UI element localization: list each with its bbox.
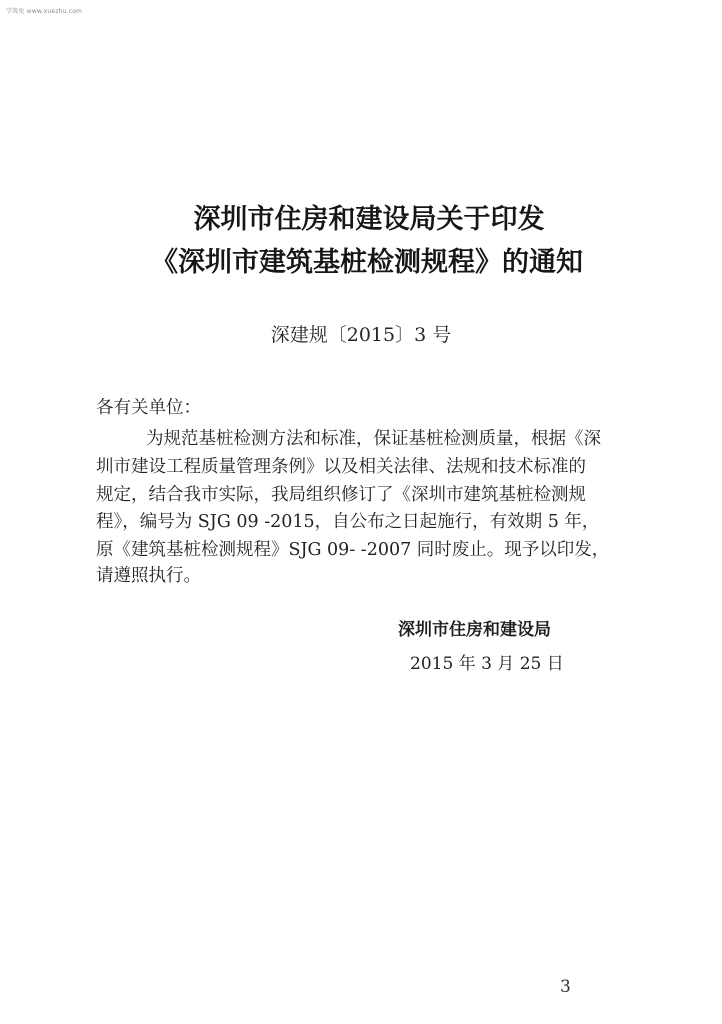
notice-title-line-2: 《深圳市建筑基桩检测规程》的通知 [151, 247, 583, 278]
body-line: 原《建筑基桩检测规程》SJG 09- -2007 同时废止。现予以印发， [96, 540, 610, 560]
body-line: 程》，编号为 SJG 09 -2015，自公布之日起施行，有效期 5 年， [96, 512, 600, 532]
body-line: 为规范基桩检测方法和标准，保证基桩检测质量，根据《深 [146, 429, 601, 449]
document-number: 深建规〔2015〕3 号 [270, 324, 452, 346]
watermark-text: 学筑免 www.xuezhu.com [6, 8, 83, 15]
salutation: 各有关单位： [96, 398, 201, 418]
body-line: 请遵照执行。 [96, 566, 201, 586]
body-line: 圳市建设工程质量管理条例》以及相关法律、法规和技术标准的 [96, 457, 586, 477]
issuing-authority: 深圳市住房和建设局 [398, 620, 551, 640]
body-line: 规定，结合我市实际，我局组织修订了《深圳市建筑基桩检测规 [96, 485, 586, 505]
notice-title-line-1: 深圳市住房和建设局关于印发 [193, 204, 545, 235]
page-number: 3 [560, 977, 571, 997]
issue-date: 2015 年 3 月 25 日 [410, 654, 564, 674]
